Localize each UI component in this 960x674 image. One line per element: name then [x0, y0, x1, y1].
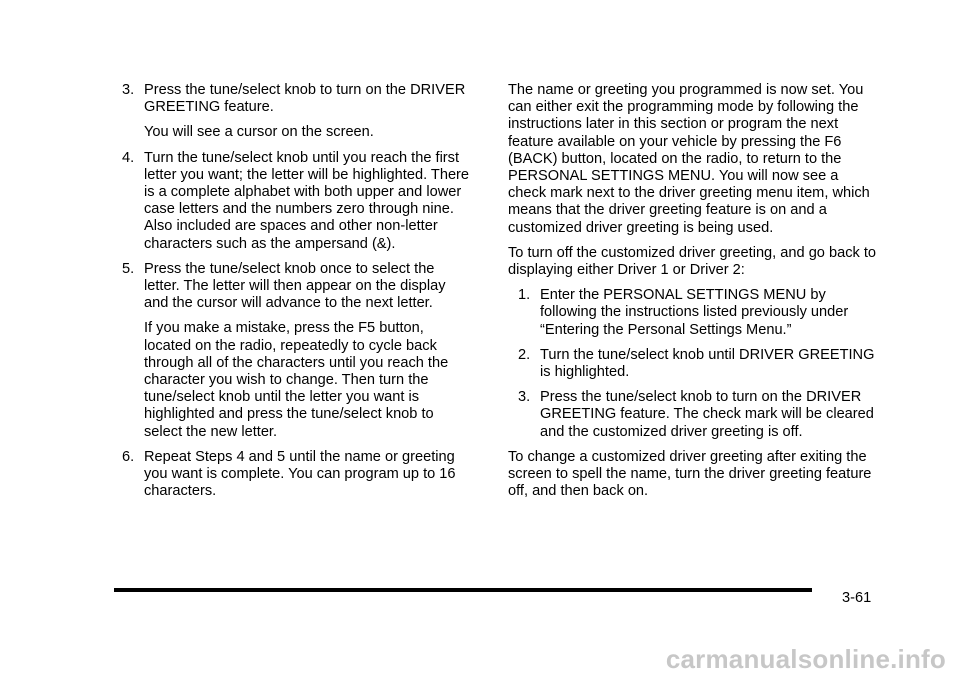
- step-body: [144, 150, 470, 253]
- step-3: [122, 82, 470, 142]
- footer-rule: [114, 588, 812, 592]
- turn-off-step-3: [518, 389, 880, 441]
- step-number: 1.: [518, 287, 531, 304]
- left-column: [122, 82, 470, 508]
- closing-paragraph: To change a customized driver greeting after exiting the screen to spell the name, turn the driver greeting feature off, and then back on.: [508, 448, 872, 500]
- step-6: [122, 449, 470, 501]
- step-paragraph: You will see a cursor on the screen.: [144, 124, 374, 141]
- step-number: 5.: [122, 260, 135, 277]
- step-paragraph: Press the tune/select knob to turn on the DRIVER GREETING feature.: [144, 82, 466, 116]
- step-paragraph: Turn the tune/select knob until you reach the first letter you want; the letter will be highlighted. There is a complete alphabet with both upper and lower case letters and the numbers zero through nine. Also included are spaces and other non-letter characters such as the ampersand (&).: [144, 149, 470, 252]
- step-paragraph: Press the tune/select knob once to select the letter. The letter will then appear on the display and the cursor will advance to the next letter.: [144, 260, 446, 312]
- step-paragraph: If you make a mistake, press the F5 button, located on the radio, repeatedly to cycle back through all of the characters until you reach the character you wish to change. Then turn the tune/select knob until the letter you want is highlighted and press the tune/select knob to select the new letter.: [144, 320, 449, 440]
- right-column: [508, 82, 880, 508]
- step-body: [540, 347, 880, 381]
- step-4: [122, 150, 470, 253]
- step-number: 2.: [518, 346, 531, 363]
- page-number: 3-61: [842, 590, 872, 606]
- step-body: [144, 82, 470, 142]
- turn-off-intro: To turn off the customized driver greeting, and go back to displaying either Driver 1 or Driver 2:: [508, 244, 877, 279]
- turn-off-step-1: [518, 287, 880, 339]
- step-number: 3.: [518, 389, 531, 406]
- step-paragraph: Repeat Steps 4 and 5 until the name or greeting you want is complete. You can program up to 16 characters.: [144, 448, 456, 500]
- step-paragraph: Enter the PERSONAL SETTINGS MENU by following the instructions listed previously under “Entering the Personal Settings Menu.”: [540, 287, 849, 338]
- step-body: [144, 261, 470, 441]
- turn-off-step-2: [518, 347, 880, 381]
- step-body: [540, 287, 880, 339]
- intro-paragraph: The name or greeting you programmed is now set. You can either exit the programming mode by following the instructions later in this section or program the next feature available on your vehicle by pressing the F6 (BACK) button, located on the radio, to return to the PERSONAL SETTINGS MENU. You will now see a check mark next to the driver greeting menu item, which means that the driver greeting feature is on and a customized driver greeting is being used.: [508, 82, 870, 236]
- step-paragraph: Turn the tune/select knob until DRIVER GREETING is highlighted.: [540, 346, 875, 381]
- step-number: 3.: [122, 82, 135, 98]
- step-body: [144, 449, 470, 501]
- step-5: [122, 261, 470, 441]
- step-body: [540, 389, 880, 441]
- step-number: 4.: [122, 149, 135, 166]
- step-paragraph: Press the tune/select knob to turn on the DRIVER GREETING feature. The check mark will be cleared and the customized driver greeting is off.: [540, 389, 874, 440]
- watermark: carmanualsonline.info: [665, 643, 946, 674]
- step-number: 6.: [122, 448, 135, 465]
